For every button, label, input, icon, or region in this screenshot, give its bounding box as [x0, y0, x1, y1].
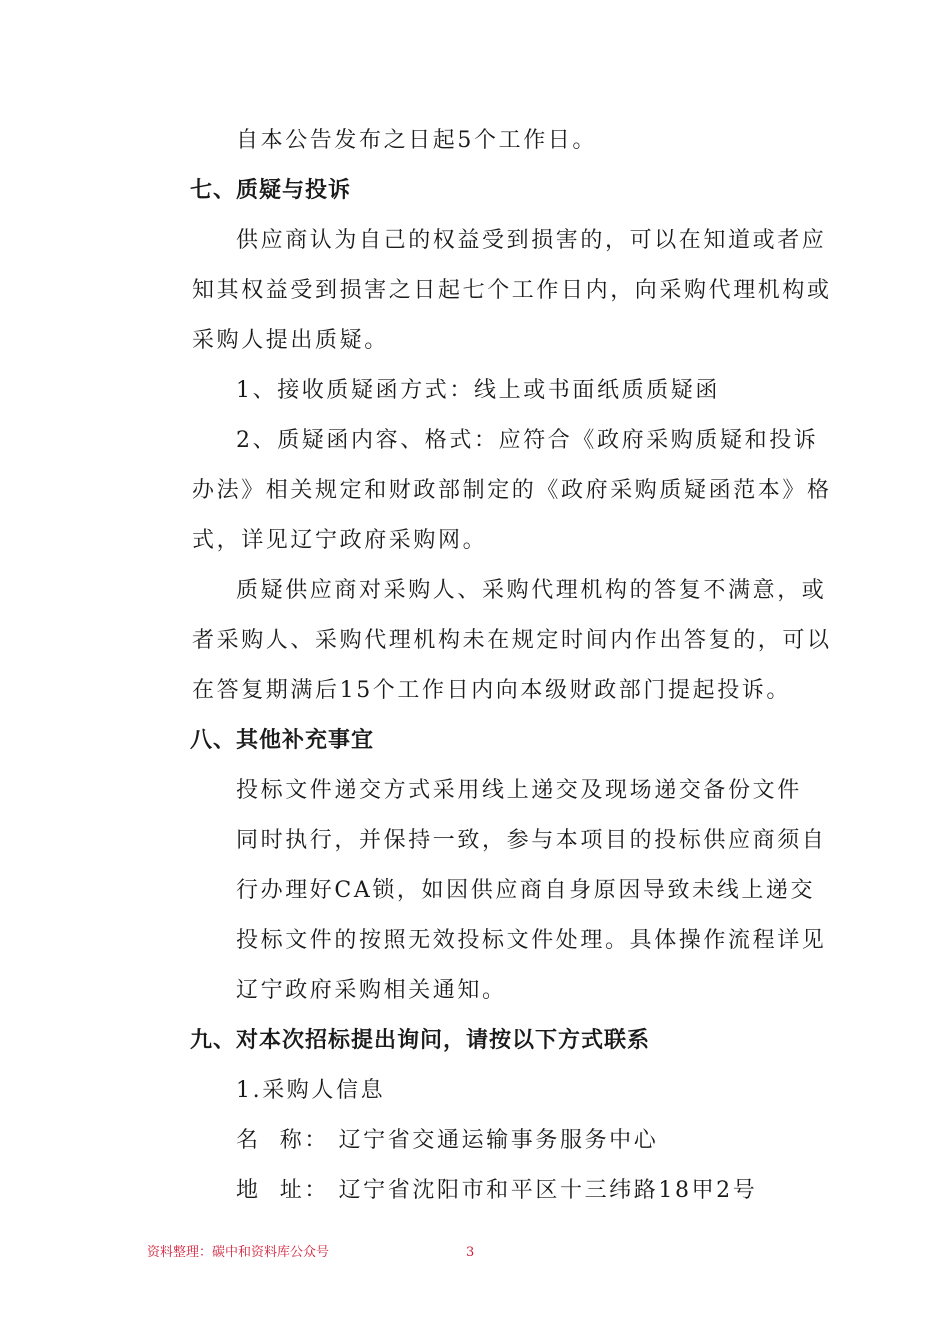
- section-heading-7: 七、质疑与投诉: [190, 178, 352, 203]
- paragraph-line: 者采购人、采购代理机构未在规定时间内作出答复的，可以: [192, 628, 832, 653]
- paragraph-line: 1、接收质疑函方式：线上或书面纸质质疑函: [236, 378, 720, 403]
- section-heading-9: 九、对本次招标提出询问，请按以下方式联系: [190, 1028, 651, 1053]
- contact-name-line: 名 称： 辽宁省交通运输事务服务中心: [236, 1128, 659, 1153]
- contact-address-line: 地 址： 辽宁省沈阳市和平区十三纬路18甲2号: [236, 1178, 758, 1203]
- paragraph-line: 供应商认为自己的权益受到损害的，可以在知道或者应: [236, 228, 827, 253]
- paragraph-line: 式，详见辽宁政府采购网。: [192, 528, 488, 553]
- paragraph-line: 1.采购人信息: [236, 1078, 386, 1103]
- paragraph-line: 在答复期满后15个工作日内向本级财政部门提起投诉。: [192, 678, 791, 703]
- page-number: 3: [466, 1245, 475, 1260]
- paragraph-line: 行办理好CA锁，如因供应商自身原因导致未线上递交: [236, 878, 816, 903]
- paragraph-line: 采购人提出质疑。: [192, 328, 389, 353]
- section-heading-8: 八、其他补充事宜: [190, 728, 375, 753]
- footer-source: 资料整理：碳中和资料库公众号: [147, 1245, 330, 1260]
- paragraph-line: 投标文件的按照无效投标文件处理。具体操作流程详见: [236, 928, 827, 953]
- paragraph-line: 同时执行，并保持一致，参与本项目的投标供应商须自: [236, 828, 827, 853]
- paragraph-line: 质疑供应商对采购人、采购代理机构的答复不满意，或: [236, 578, 827, 603]
- paragraph-line: 自本公告发布之日起5个工作日。: [236, 128, 597, 153]
- paragraph-line: 办法》相关规定和财政部制定的《政府采购质疑函范本》格: [192, 478, 832, 503]
- paragraph-line: 2、质疑函内容、格式：应符合《政府采购质疑和投诉: [236, 428, 819, 453]
- paragraph-line: 知其权益受到损害之日起七个工作日内，向采购代理机构或: [192, 278, 832, 303]
- paragraph-line: 投标文件递交方式采用线上递交及现场递交备份文件: [236, 778, 802, 803]
- paragraph-line: 辽宁政府采购相关通知。: [236, 978, 507, 1003]
